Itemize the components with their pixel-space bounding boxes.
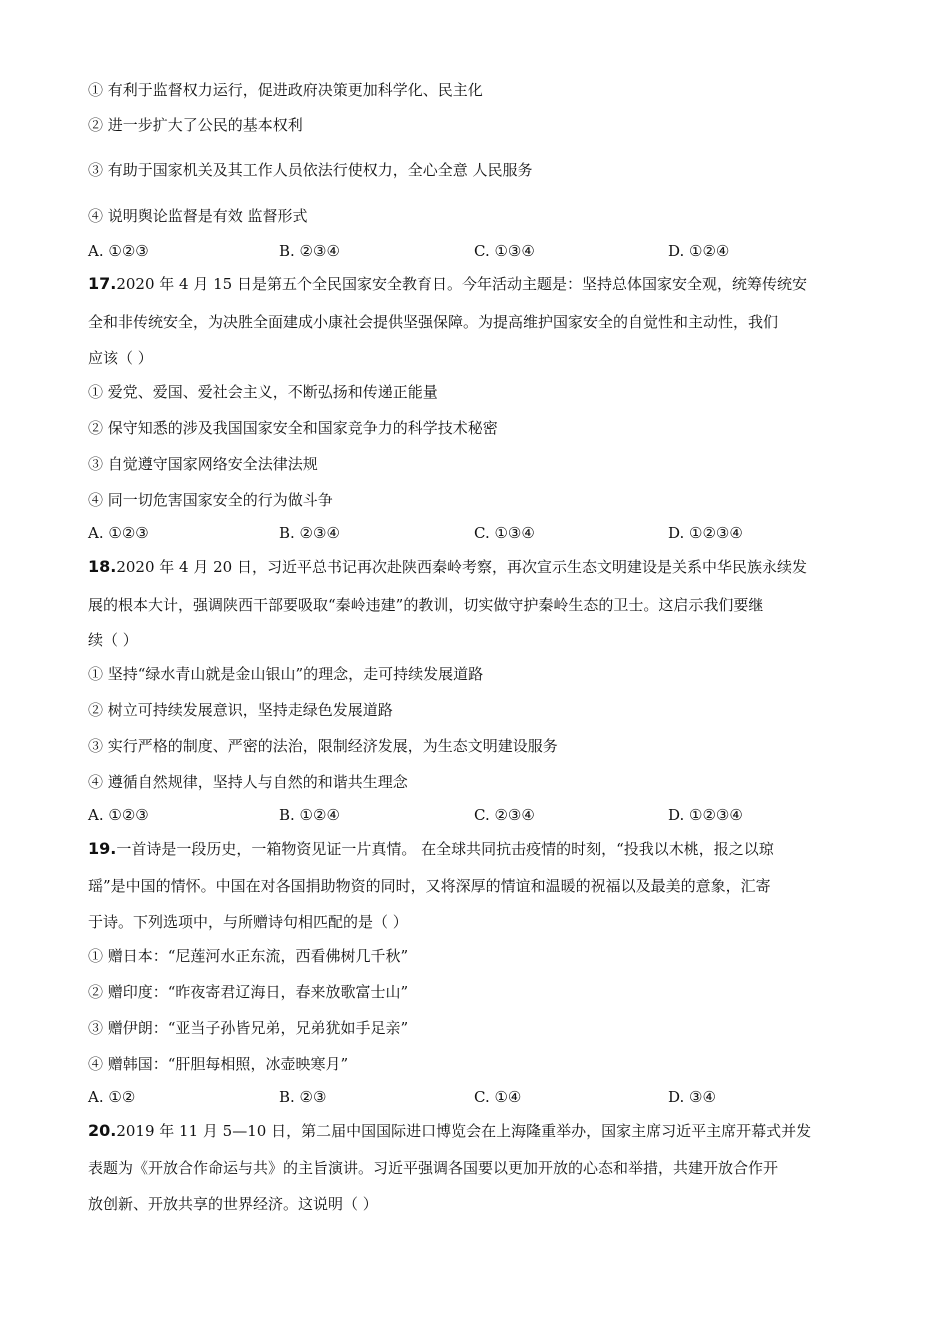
q18-item-2: ② 树立可持续发展意识，坚持走绿色发展道路: [88, 701, 393, 719]
q20-number: 20.: [88, 1121, 117, 1140]
q16-option-a[interactable]: A. ①②③: [88, 242, 149, 260]
q18-option-b[interactable]: B. ①②④: [279, 806, 340, 824]
q18-stem-line-3: 续（ ）: [88, 631, 138, 649]
q17-item-2: ② 保守知悉的涉及我国国家安全和国家竞争力的科学技术秘密: [88, 419, 498, 437]
q19-stem-line-1: [88, 839, 774, 859]
q20-stem-line-3: 放创新、开放共享的世界经济。这说明（ ）: [88, 1195, 378, 1213]
q20-stem-text-1: 2019 年 11 月 5—10 日，第二届中国国际进口博览会在上海隆重举办，国家主席习近平主席开幕式并发: [116, 1122, 812, 1140]
q19-item-3: ③ 赠伊朗：“亚当子孙皆兄弟，兄弟犹如手足亲”: [88, 1019, 409, 1037]
q16-option-b[interactable]: B. ②③④: [279, 242, 340, 260]
q19-option-d[interactable]: D. ③④: [668, 1088, 716, 1106]
q18-stem-line-2: 展的根本大计，强调陕西干部要吸取“秦岭违建”的教训，切实做守护秦岭生态的卫士。这启示我们要继: [88, 596, 764, 614]
q19-item-1: ① 赠日本：“尼莲河水正东流，西看佛树几千秋”: [88, 947, 409, 965]
q19-stem-line-3: 于诗。下列选项中，与所赠诗句相匹配的是（ ）: [88, 913, 408, 931]
q18-stem-text-1: 2020 年 4 月 20 日，习近平总书记再次赴陕西秦岭考察，再次宣示生态文明建设是关系中华民族永续发: [116, 558, 807, 576]
q16-option-c[interactable]: C. ①③④: [474, 242, 535, 260]
q17-options: [88, 523, 788, 543]
q17-item-4: ④ 同一切危害国家安全的行为做斗争: [88, 491, 333, 509]
q17-stem-text-1: 2020 年 4 月 15 日是第五个全民国家安全教育日。今年活动主题是：坚持总体国家安全观，统筹传统安: [116, 275, 807, 293]
q17-stem-line-2: 全和非传统安全，为决胜全面建成小康社会提供坚强保障。为提高维护国家安全的自觉性和主动性，我们: [88, 313, 779, 331]
q18-option-a[interactable]: A. ①②③: [88, 806, 149, 824]
q20-stem-line-1: [88, 1121, 811, 1141]
q16-option-d[interactable]: D. ①②④: [668, 242, 730, 260]
q17-item-1: ① 爱党、爱国、爱社会主义，不断弘扬和传递正能量: [88, 383, 438, 401]
q19-option-a[interactable]: A. ①②: [88, 1088, 136, 1106]
q19-number: 19.: [88, 839, 117, 858]
q17-stem-line-3: 应该（ ）: [88, 349, 153, 367]
q19-option-b[interactable]: B. ②③: [279, 1088, 327, 1106]
q17-option-d[interactable]: D. ①②③④: [668, 524, 743, 542]
q16-item-2: ② 进一步扩大了公民的基本权利: [88, 116, 303, 134]
q18-item-3: ③ 实行严格的制度、严密的法治，限制经济发展，为生态文明建设服务: [88, 737, 558, 755]
q18-stem-line-1: [88, 557, 807, 577]
q18-option-d[interactable]: D. ①②③④: [668, 806, 743, 824]
q19-item-4: ④ 赠韩国：“肝胆每相照，冰壶映寒月”: [88, 1055, 349, 1073]
q20-stem-line-2: 表题为《开放合作命运与共》的主旨演讲。习近平强调各国要以更加开放的心态和举措，共建开放合作开: [88, 1159, 779, 1177]
q19-item-2: ② 赠印度：“昨夜寄君辽海日，春来放歌富士山”: [88, 983, 409, 1001]
q16-options: [88, 241, 788, 261]
q17-stem-line-1: [88, 274, 807, 294]
q18-option-c[interactable]: C. ②③④: [474, 806, 535, 824]
q17-option-a[interactable]: A. ①②③: [88, 524, 149, 542]
q19-stem-text-1: 一首诗是一段历史，一箱物资见证一片真情。 在全球共同抗击疫情的时刻，“投我以木桃，报之以琼: [116, 840, 774, 858]
q18-options: [88, 805, 788, 825]
q16-item-1: ① 有利于监督权力运行，促进政府决策更加科学化、民主化: [88, 81, 483, 99]
q17-number: 17.: [88, 274, 117, 293]
q19-options: [88, 1087, 788, 1107]
q16-item-4: ④ 说明舆论监督是有效 监督形式: [88, 207, 308, 225]
q17-item-3: ③ 自觉遵守国家网络安全法律法规: [88, 455, 318, 473]
q18-item-4: ④ 遵循自然规律，坚持人与自然的和谐共生理念: [88, 773, 408, 791]
q19-stem-line-2: 瑶”是中国的情怀。中国在对各国捐助物资的同时，又将深厚的情谊和温暖的祝福以及最美的意象，汇寄: [88, 877, 771, 895]
q18-item-1: ① 坚持“绿水青山就是金山银山”的理念，走可持续发展道路: [88, 665, 484, 683]
q16-item-3: ③ 有助于国家机关及其工作人员依法行使权力，全心全意 人民服务: [88, 161, 533, 179]
q17-option-c[interactable]: C. ①③④: [474, 524, 535, 542]
q17-option-b[interactable]: B. ②③④: [279, 524, 340, 542]
q18-number: 18.: [88, 557, 117, 576]
q19-option-c[interactable]: C. ①④: [474, 1088, 522, 1106]
